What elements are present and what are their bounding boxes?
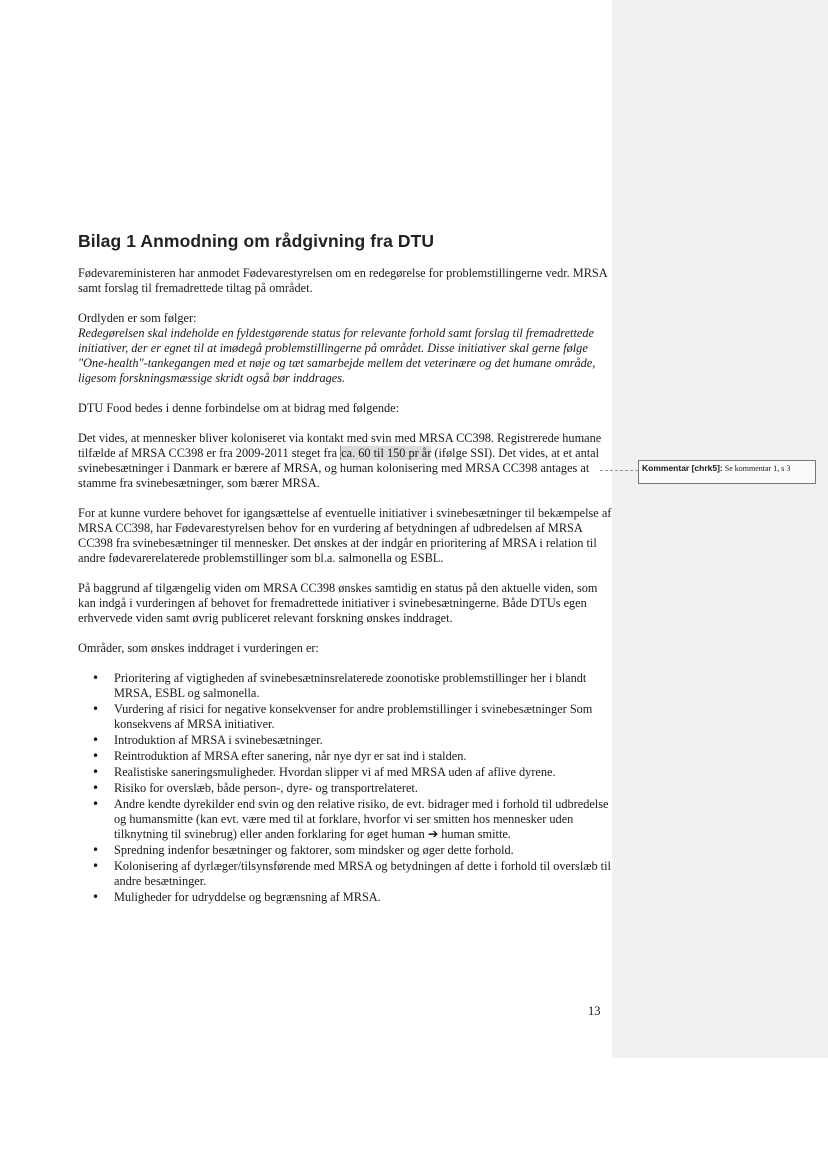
list-item: • Muligheder for udryddelse og begrænsning af MRSA. [114,890,618,905]
list-item: • Kolonisering af dyrlæger/tilsynsførende med MRSA og betydningen af dette i forhold til overslæb til andre besætninger. [114,859,618,889]
assessment-paragraph: For at kunne vurdere behovet for igangsættelse af eventuelle initiativer i svinebesætninger til bekæmpelse af MRSA CC398, har Fødevarestyrelsen behov for en vurdering af betydningen af udbredelsen af MRSA CC398 fra svinebesætninger til mennesker. Det ønskes at der indgår en prioritering af MRSA i relation til andre fødevarerelaterede problemstillinger som bl.a. salmonella og ESBL. [78,506,612,565]
document-body [78,231,618,906]
list-item: • Vurdering af risici for negative konsekvenser for andre problemstillinger i svinebesætninger Som konsekvens af MRSA initiativer. [114,702,618,732]
list-item: • Realistiske saneringsmuligheder. Hvordan slipper vi af med MRSA uden af aflive dyrene. [114,765,618,780]
intro-paragraph: Fødevareministeren har anmodet Fødevarestyrelsen om en redegørelse for problemstillingerne vedr. MRSA samt forslag til fremadrettede tiltag på området. [78,266,607,295]
comment-connector [600,470,638,471]
comment-label: Kommentar [chrk5]: [642,463,723,473]
quote-text: Redegørelsen skal indeholde en fyldestgørende status for relevante forhold samt forslag til fremadrettede initiativer, der er egnet til at imødegå problemstillingerne på området. Disse initiativer skal gerne følge "One-health"-tankegangen med et nøje og tæt samarbejde mellem det veterinære og det humane område, ligesom forskningsmæssige skridt også bør inddrages. [78,326,596,385]
list-item: • Spredning indenfor besætninger og faktorer, som mindsker og øger dette forhold. [114,843,618,858]
list-item: • Risiko for overslæb, både person-, dyre- og transportrelateret. [114,781,618,796]
quote-block [78,311,618,386]
list-item: • Prioritering af vigtigheden af svinebesætninsrelaterede zoonotiske problemstillinger her i blandt MRSA, ESBL og salmonella. [114,671,618,701]
status-paragraph: På baggrund af tilgængelig viden om MRSA CC398 ønskes samtidig en status på den aktuelle viden, som kan indgå i vurderingen af behovet for fremadrettede initiativer i svinebesætningerne. Både DTUs egen erhvervede viden samt øvrig publiceret relevant forskning ønskes inddraget. [78,581,598,625]
highlighted-text[interactable]: ca. 60 til 150 pr år [341,446,432,460]
page-title: Bilag 1 Anmodning om rådgivning fra DTU [78,231,435,251]
areas-label: Områder, som ønskes inddraget i vurderingen er: [78,641,319,655]
comment-balloon[interactable] [638,460,816,484]
comment-margin [612,0,828,1058]
para1-start: Det vides, at mennesker bliver koloniseret via kontakt med svin med MRSA CC398. Registrerede humane tilfælde af MRSA CC398 er fra 2009-2011 steget fra [78,431,602,460]
page-number: 13 [588,1004,601,1018]
comment-text: Se kommentar 1, s 3 [724,464,791,473]
list-item: • Andre kendte dyrekilder end svin og den relative risiko, de evt. bidrager med i forhold til udbredelse og humansmitte (kan evt. være med til at forklare, hvorfor vi ser smitten hos mennesker uden tilknytning til svinebrug) eller anden forklaring for øget human ➔ human smitte. [114,797,618,842]
areas-list [78,671,618,905]
request-paragraph: DTU Food bedes i denne forbindelse om at bidrag med følgende: [78,401,400,415]
list-item: • Introduktion af MRSA i svinebesætninger. [114,733,618,748]
list-item: • Reintroduktion af MRSA efter sanering, når nye dyr er sat ind i stalden. [114,749,618,764]
colonisation-paragraph [78,431,618,491]
wording-label: Ordlyden er som følger: [78,311,197,325]
para1-end: (ifølge SSI). Det vides, at et antal svinebesætninger i Danmark er bærere af MRSA, og human kolonisering med MRSA CC398 antages at stamme fra svinebesætninger, som bærer MRSA. [78,446,600,490]
